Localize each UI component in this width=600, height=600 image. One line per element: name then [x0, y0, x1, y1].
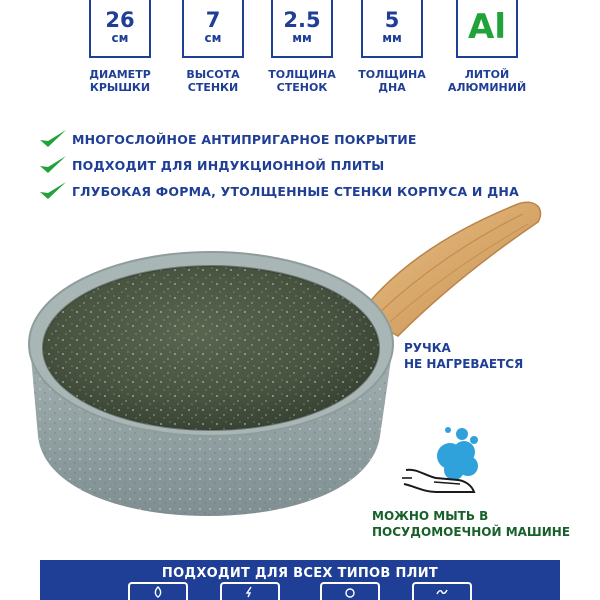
spec-caption-line1: ВЫСОТА	[186, 68, 240, 81]
spec-value: 5	[384, 8, 400, 32]
spec-material	[447, 0, 527, 94]
spec-caption	[352, 68, 432, 94]
induction-stove-icon	[412, 582, 472, 600]
electric-stove-icon	[220, 582, 280, 600]
spec-diameter	[80, 0, 160, 94]
handle-note	[404, 340, 523, 372]
feature-text: ГЛУБОКАЯ ФОРМА, УТОЛЩЕННЫЕ СТЕНКИ КОРПУСА И ДНА	[72, 183, 519, 199]
spec-value: 26	[105, 8, 135, 32]
handle-note-line2: НЕ НАГРЕВАЕТСЯ	[404, 357, 524, 371]
checkmark-icon	[38, 153, 68, 177]
feature-item	[38, 152, 598, 178]
spec-unit: мм	[292, 31, 312, 45]
spec-caption-line1: ДИАМЕТР	[89, 68, 151, 81]
spec-unit: мм	[382, 31, 402, 45]
feature-item	[38, 126, 598, 152]
spec-caption	[173, 68, 253, 94]
spec-caption-line1: ЛИТОЙ	[464, 68, 510, 81]
spec-bottom-thickness	[352, 0, 432, 94]
spec-value: 7	[205, 8, 221, 32]
feature-list	[38, 126, 598, 204]
specs-row	[80, 0, 540, 110]
banner-title: ПОДХОДИТ ДЛЯ ВСЕХ ТИПОВ ПЛИТ	[161, 566, 439, 581]
spec-caption-line2: СТЕНОК	[276, 81, 328, 94]
ceramic-stove-icon	[320, 582, 380, 600]
spec-caption	[80, 68, 160, 94]
spec-caption-line2: СТЕНКИ	[187, 81, 239, 94]
spec-caption	[447, 68, 527, 94]
gas-stove-icon	[128, 582, 188, 600]
spec-box	[456, 0, 518, 58]
feature-text: МНОГОСЛОЙНОЕ АНТИПРИГАРНОЕ ПОКРЫТИЕ	[72, 131, 417, 147]
dishwasher-note-line2: ПОСУДОМОЕЧНОЙ МАШИНЕ	[372, 525, 571, 539]
spec-caption-line2: ДНА	[378, 81, 406, 94]
feature-text: ПОДХОДИТ ДЛЯ ИНДУКЦИОННОЙ ПЛИТЫ	[72, 157, 385, 173]
spec-caption-line1: ТОЛЩИНА	[358, 68, 426, 81]
handle-note-line1: РУЧКА	[404, 341, 451, 355]
spec-value: 2.5	[283, 8, 321, 32]
spec-box	[271, 0, 333, 58]
spec-caption-line2: АЛЮМИНИЙ	[447, 81, 527, 94]
dishwasher-note-line1: МОЖНО МЫТЬ В	[372, 509, 489, 523]
spec-box	[89, 0, 151, 58]
checkmark-icon	[38, 127, 68, 151]
spec-height	[173, 0, 253, 94]
spec-box	[361, 0, 423, 58]
dishwasher-note	[372, 508, 600, 540]
spec-unit: см	[111, 31, 129, 45]
stove-types-banner	[40, 560, 560, 600]
spec-wall-thickness	[262, 0, 342, 94]
spec-unit: см	[204, 31, 222, 45]
spec-box	[182, 0, 244, 58]
hand-washing-icon	[400, 420, 490, 500]
spec-value: Al	[468, 7, 506, 47]
spec-caption-line1: ТОЛЩИНА	[268, 68, 336, 81]
spec-caption	[262, 68, 342, 94]
spec-caption-line2: КРЫШКИ	[89, 81, 151, 94]
